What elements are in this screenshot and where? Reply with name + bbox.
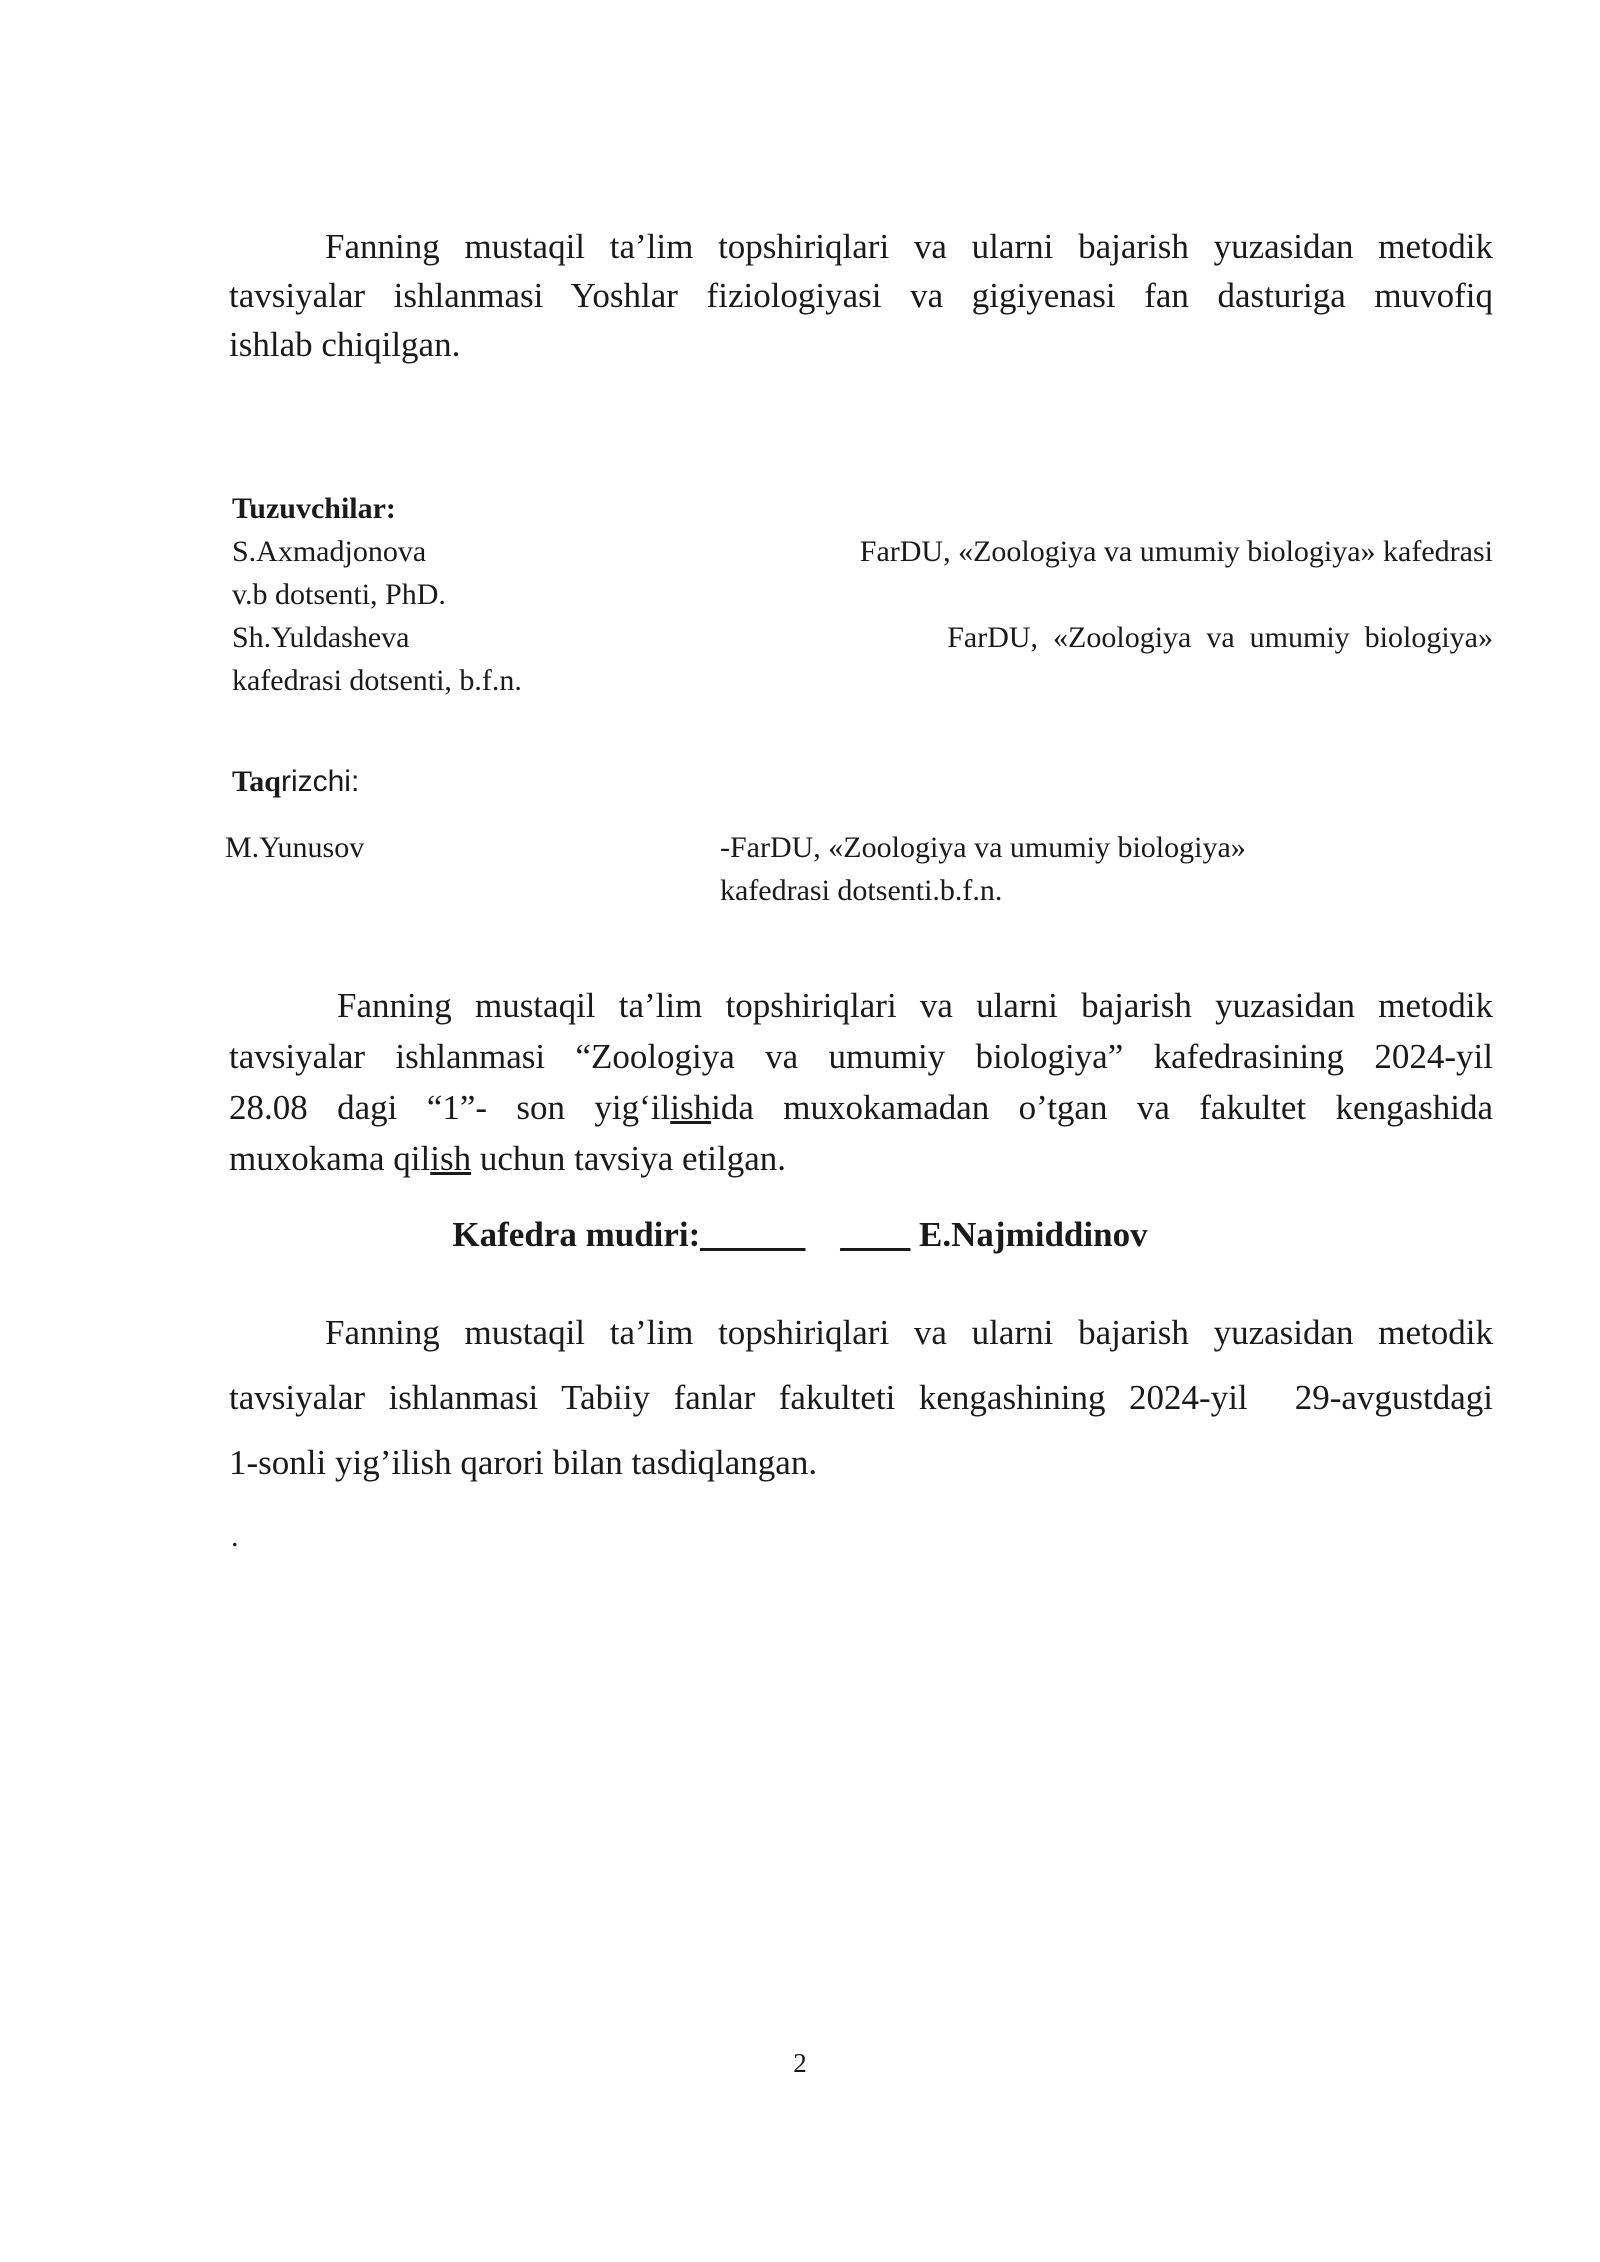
approval-line-1: Fanning mustaqil ta’lim topshiriqlari va ularni bajarish yuzasidan metodik bbox=[337, 986, 1493, 1025]
signature-label: Kafedra mudiri: bbox=[452, 1215, 701, 1254]
department-head-signature bbox=[0, 1210, 1600, 1260]
reviewer-name: M.Yunusov bbox=[225, 831, 365, 864]
signature-blank-2: ____ bbox=[840, 1215, 911, 1254]
page-number: 2 bbox=[793, 2048, 807, 2078]
intro-line-1: Fanning mustaqil ta’lim topshiriqlari va ularni bajarish yuzasidan metodik bbox=[325, 227, 1493, 266]
faculty-paragraph bbox=[229, 1300, 1493, 1495]
author2-title: kafedrasi dotsenti, b.f.n. bbox=[232, 664, 522, 697]
signature-blank-1: ______ bbox=[700, 1215, 806, 1254]
underlined-ish-2: ish bbox=[430, 1139, 472, 1178]
author2-affiliation: FarDU, «Zoologiya va umumiy biologiya» bbox=[947, 621, 1493, 654]
intro-paragraph bbox=[229, 222, 1493, 369]
approval-line-3: 28.08 dagi “1”- son yig‘ilishida muxokamadan o’tgan va fakultet kengashida bbox=[229, 1088, 1493, 1127]
stray-dot: . bbox=[231, 1520, 239, 1553]
author1-name: S.Axmadjonova bbox=[232, 535, 427, 568]
intro-line-3: ishlab chiqilgan. bbox=[229, 325, 461, 364]
reviewer-heading-rest: rizchi: bbox=[280, 765, 360, 798]
underlined-ish-1: ish bbox=[670, 1088, 712, 1127]
approval-line-2: tavsiyalar ishlanmasi “Zoologiya va umumiy biologiya” kafedrasining 2024-yil bbox=[229, 1037, 1493, 1076]
faculty-line-2: tavsiyalar ishlanmasi Tabiiy fanlar fakulteti kengashining 2024-yil 29-avgustdagi bbox=[229, 1378, 1493, 1417]
reviewer-affiliation-line2: kafedrasi dotsenti.b.f.n. bbox=[720, 874, 1003, 907]
author1-title: v.b dotsenti, PhD. bbox=[232, 578, 446, 611]
faculty-line-1: Fanning mustaqil ta’lim topshiriqlari va ularni bajarish yuzasidan metodik bbox=[325, 1313, 1493, 1352]
faculty-line-3: 1-sonli yig’ilish qarori bilan tasdiqlangan. bbox=[229, 1443, 818, 1482]
signature-name: E.Najmiddinov bbox=[919, 1215, 1148, 1254]
approval-line-4: muxokama qilish uchun tavsiya etilgan. bbox=[229, 1139, 786, 1178]
reviewer-affiliation-line1: -FarDU, «Zoologiya va umumiy biologiya» bbox=[720, 831, 1246, 864]
author2-name: Sh.Yuldasheva bbox=[232, 621, 410, 654]
authors-heading: Tuzuvchilar: bbox=[232, 492, 396, 525]
approval-paragraph bbox=[229, 980, 1493, 1184]
intro-line-2: tavsiyalar ishlanmasi Yoshlar fiziologiyasi va gigiyenasi fan dasturiga muvofiq bbox=[229, 276, 1493, 315]
reviewer-heading-bold: Taq bbox=[232, 765, 281, 798]
author1-affiliation: FarDU, «Zoologiya va umumiy biologiya» kafedrasi bbox=[859, 535, 1493, 568]
reviewer-heading bbox=[232, 760, 359, 803]
